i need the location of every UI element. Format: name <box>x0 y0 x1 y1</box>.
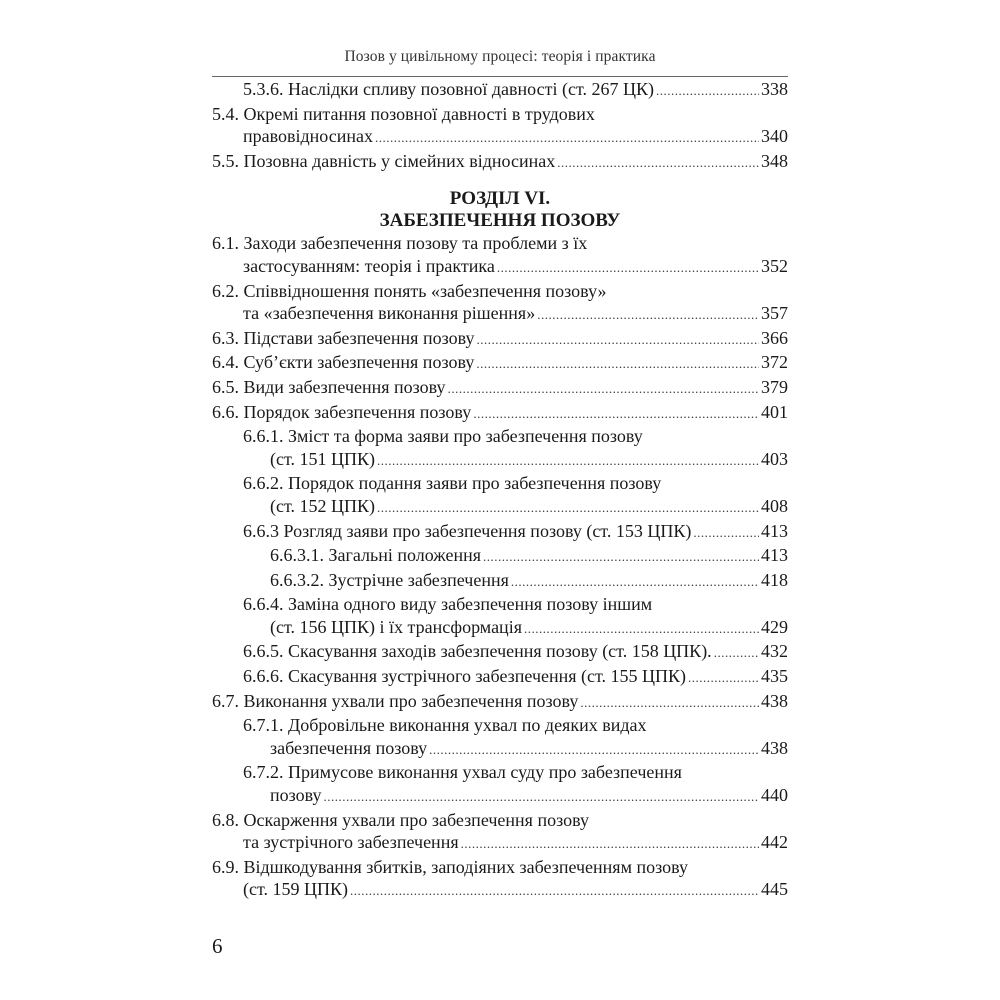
toc-page-number: 366 <box>761 327 788 348</box>
toc-entry[interactable] <box>212 593 788 640</box>
toc-entry-line <box>212 714 788 737</box>
toc-entry-title: 6.3. Підстави забезпечення позову <box>212 327 475 348</box>
toc-entry[interactable] <box>212 376 788 401</box>
toc-page-number: 372 <box>761 352 788 373</box>
toc-page-number: 413 <box>761 520 788 541</box>
toc-entry-title: 6.6.1. Зміст та форма заяви про забезпечення позову <box>243 426 643 447</box>
toc-entry-line <box>212 665 788 690</box>
toc-page-number: 403 <box>761 448 788 469</box>
toc-entry-title: 6.9. Відшкодування збитків, заподіяних забезпеченням позову <box>212 856 688 877</box>
toc-entry-line <box>212 78 788 103</box>
toc-page-number: 438 <box>761 737 788 758</box>
toc-page-number: 352 <box>761 255 788 276</box>
dot-leader <box>377 497 759 520</box>
toc-entry[interactable] <box>212 665 788 690</box>
dot-leader <box>537 304 759 327</box>
toc-entry-title: 6.6.2. Порядок подання заяви про забезпечення позову <box>243 473 662 494</box>
toc-section-5-entries <box>212 78 788 174</box>
toc-entry[interactable] <box>212 761 788 808</box>
toc-entry-title: 6.6.5. Скасування заходів забезпечення позову (ст. 158 ЦПК). <box>243 641 712 662</box>
toc-entry-title: (ст. 159 ЦПК) <box>243 879 348 900</box>
dot-leader <box>693 522 759 545</box>
toc-entry-line <box>212 616 788 641</box>
table-of-contents <box>212 78 788 903</box>
dot-leader <box>483 546 759 569</box>
dot-leader <box>461 833 759 856</box>
dot-leader <box>377 450 759 473</box>
toc-entry[interactable] <box>212 280 788 327</box>
toc-entry-line <box>212 737 788 762</box>
header-rule <box>212 76 788 77</box>
toc-entry[interactable] <box>212 520 788 545</box>
toc-entry[interactable] <box>212 809 788 856</box>
toc-page-number: 429 <box>761 616 788 637</box>
toc-page-number: 432 <box>761 641 788 662</box>
toc-entry-line <box>212 376 788 401</box>
toc-entry-line <box>212 831 788 856</box>
toc-entry-line <box>212 761 788 784</box>
toc-entry[interactable] <box>212 351 788 376</box>
dot-leader <box>473 403 759 426</box>
toc-entry-line <box>212 640 788 665</box>
toc-entry-line <box>212 809 788 832</box>
dot-leader <box>688 667 759 690</box>
toc-entry[interactable] <box>212 78 788 103</box>
toc-entry-title: 6.4. Суб’єкти забезпечення позову <box>212 352 475 373</box>
toc-entry[interactable] <box>212 327 788 352</box>
toc-page-number: 440 <box>761 785 788 806</box>
toc-entry-line <box>212 103 788 126</box>
section-number: РОЗДІЛ VI. <box>449 188 551 210</box>
dot-leader <box>557 152 759 175</box>
toc-entry-line <box>212 302 788 327</box>
toc-entry-title: 6.1. Заходи забезпечення позову та проблеми з їх <box>212 233 588 254</box>
dot-leader <box>350 880 759 903</box>
toc-page-number: 445 <box>761 879 788 900</box>
toc-entry-line <box>212 690 788 715</box>
dot-leader <box>448 378 759 401</box>
toc-entry-title: правовідносинах <box>243 126 373 147</box>
toc-entry-line <box>212 255 788 280</box>
toc-entry-title: 6.5. Види забезпечення позову <box>212 376 446 397</box>
toc-page-number: 348 <box>761 150 788 171</box>
toc-entry-line <box>212 280 788 303</box>
toc-entry-title: позову <box>270 785 322 806</box>
toc-entry-line <box>212 401 788 426</box>
section-heading <box>212 188 788 232</box>
toc-entry-title: та «забезпечення виконання рішення» <box>243 303 536 324</box>
toc-entry-title: 6.6.3.1. Загальні положення <box>270 545 482 566</box>
toc-entry-title: 6.6.3 Розгляд заяви про забезпечення позову (ст. 153 ЦПК) <box>243 520 692 541</box>
toc-entry-title: забезпечення позову <box>270 737 428 758</box>
toc-entry-title: 6.6.6. Скасування зустрічного забезпечення (ст. 155 ЦПК) <box>243 666 687 687</box>
dot-leader <box>476 353 759 376</box>
dot-leader <box>324 786 759 809</box>
toc-page-number: 379 <box>761 376 788 397</box>
toc-entry-title: 6.6.3.2. Зустрічне забезпечення <box>270 569 509 590</box>
toc-entry-line <box>212 784 788 809</box>
toc-page-number: 401 <box>761 401 788 422</box>
toc-entry[interactable] <box>212 640 788 665</box>
toc-entry-line <box>212 150 788 175</box>
toc-page-number: 438 <box>761 690 788 711</box>
toc-entry-title: 5.3.6. Наслідки спливу позовної давності (ст. 267 ЦК) <box>243 79 654 99</box>
toc-entry-line <box>212 448 788 473</box>
toc-page-number: 435 <box>761 666 788 687</box>
toc-entry-line <box>212 327 788 352</box>
toc-entry-title: 5.5. Позовна давність у сімейних відносинах <box>212 150 556 171</box>
running-header: Позов у цивільному процесі: теорія і практика <box>344 48 656 65</box>
toc-entry[interactable] <box>212 714 788 761</box>
toc-entry-title: (ст. 152 ЦПК) <box>270 495 375 516</box>
toc-entry-title: (ст. 151 ЦПК) <box>270 448 375 469</box>
dot-leader <box>714 642 759 665</box>
toc-entry-line <box>212 593 788 616</box>
toc-entry[interactable] <box>212 569 788 594</box>
toc-entry-line <box>212 425 788 448</box>
toc-entry[interactable] <box>212 103 788 150</box>
dot-leader <box>375 127 759 150</box>
toc-entry-title: 6.7. Виконання ухвали про забезпечення позову <box>212 690 579 711</box>
toc-entry-line <box>212 472 788 495</box>
toc-entry-line <box>212 569 788 594</box>
toc-entry-line <box>212 125 788 150</box>
toc-page-number: 338 <box>761 79 788 99</box>
toc-entry-title: та зустрічного забезпечення <box>243 832 459 853</box>
dot-leader <box>656 80 759 103</box>
dot-leader <box>429 739 759 762</box>
dot-leader <box>524 618 759 641</box>
toc-entry[interactable] <box>212 544 788 569</box>
toc-entry-title: 6.8. Оскарження ухвали про забезпечення позову <box>212 809 589 830</box>
toc-entry-line <box>212 544 788 569</box>
page-number: 6 <box>212 934 223 958</box>
toc-page-number: 340 <box>761 126 788 147</box>
toc-entry[interactable] <box>212 690 788 715</box>
toc-entry-title: 6.6. Порядок забезпечення позову <box>212 401 472 422</box>
toc-entry[interactable] <box>212 856 788 903</box>
toc-entry[interactable] <box>212 150 788 175</box>
dot-leader <box>580 692 759 715</box>
toc-entry-title: 6.2. Співвідношення понять «забезпечення позову» <box>212 280 607 301</box>
toc-page-number: 357 <box>761 303 788 324</box>
section-title: ЗАБЕЗПЕЧЕННЯ ПОЗОВУ <box>379 210 621 232</box>
toc-entry-title: 6.7.1. Добровільне виконання ухвал по деяких видах <box>243 715 647 736</box>
toc-entry-title: 6.6.4. Заміна одного виду забезпечення позову іншим <box>243 594 653 615</box>
toc-entry[interactable] <box>212 472 788 519</box>
toc-entry-title: 5.4. Окремі питання позовної давності в трудових <box>212 103 595 124</box>
toc-entry[interactable] <box>212 401 788 426</box>
toc-section-6-entries <box>212 232 788 903</box>
toc-entry[interactable] <box>212 232 788 279</box>
toc-entry-title: (ст. 156 ЦПК) і їх трансформація <box>270 616 522 637</box>
toc-entry-line <box>212 232 788 255</box>
dot-leader <box>476 329 759 352</box>
toc-page-number: 413 <box>761 545 788 566</box>
toc-page-number: 418 <box>761 569 788 590</box>
toc-entry-line <box>212 856 788 879</box>
toc-entry-line <box>212 495 788 520</box>
toc-entry-title: застосуванням: теорія і практика <box>243 255 495 276</box>
toc-entry-line <box>212 351 788 376</box>
dot-leader <box>497 257 759 280</box>
toc-page-number: 442 <box>761 832 788 853</box>
toc-page-number: 408 <box>761 495 788 516</box>
dot-leader <box>511 571 759 594</box>
toc-entry[interactable] <box>212 425 788 472</box>
toc-entry-line <box>212 878 788 903</box>
toc-entry-title: 6.7.2. Примусове виконання ухвал суду про забезпечення <box>243 762 682 783</box>
toc-entry-line <box>212 520 788 545</box>
